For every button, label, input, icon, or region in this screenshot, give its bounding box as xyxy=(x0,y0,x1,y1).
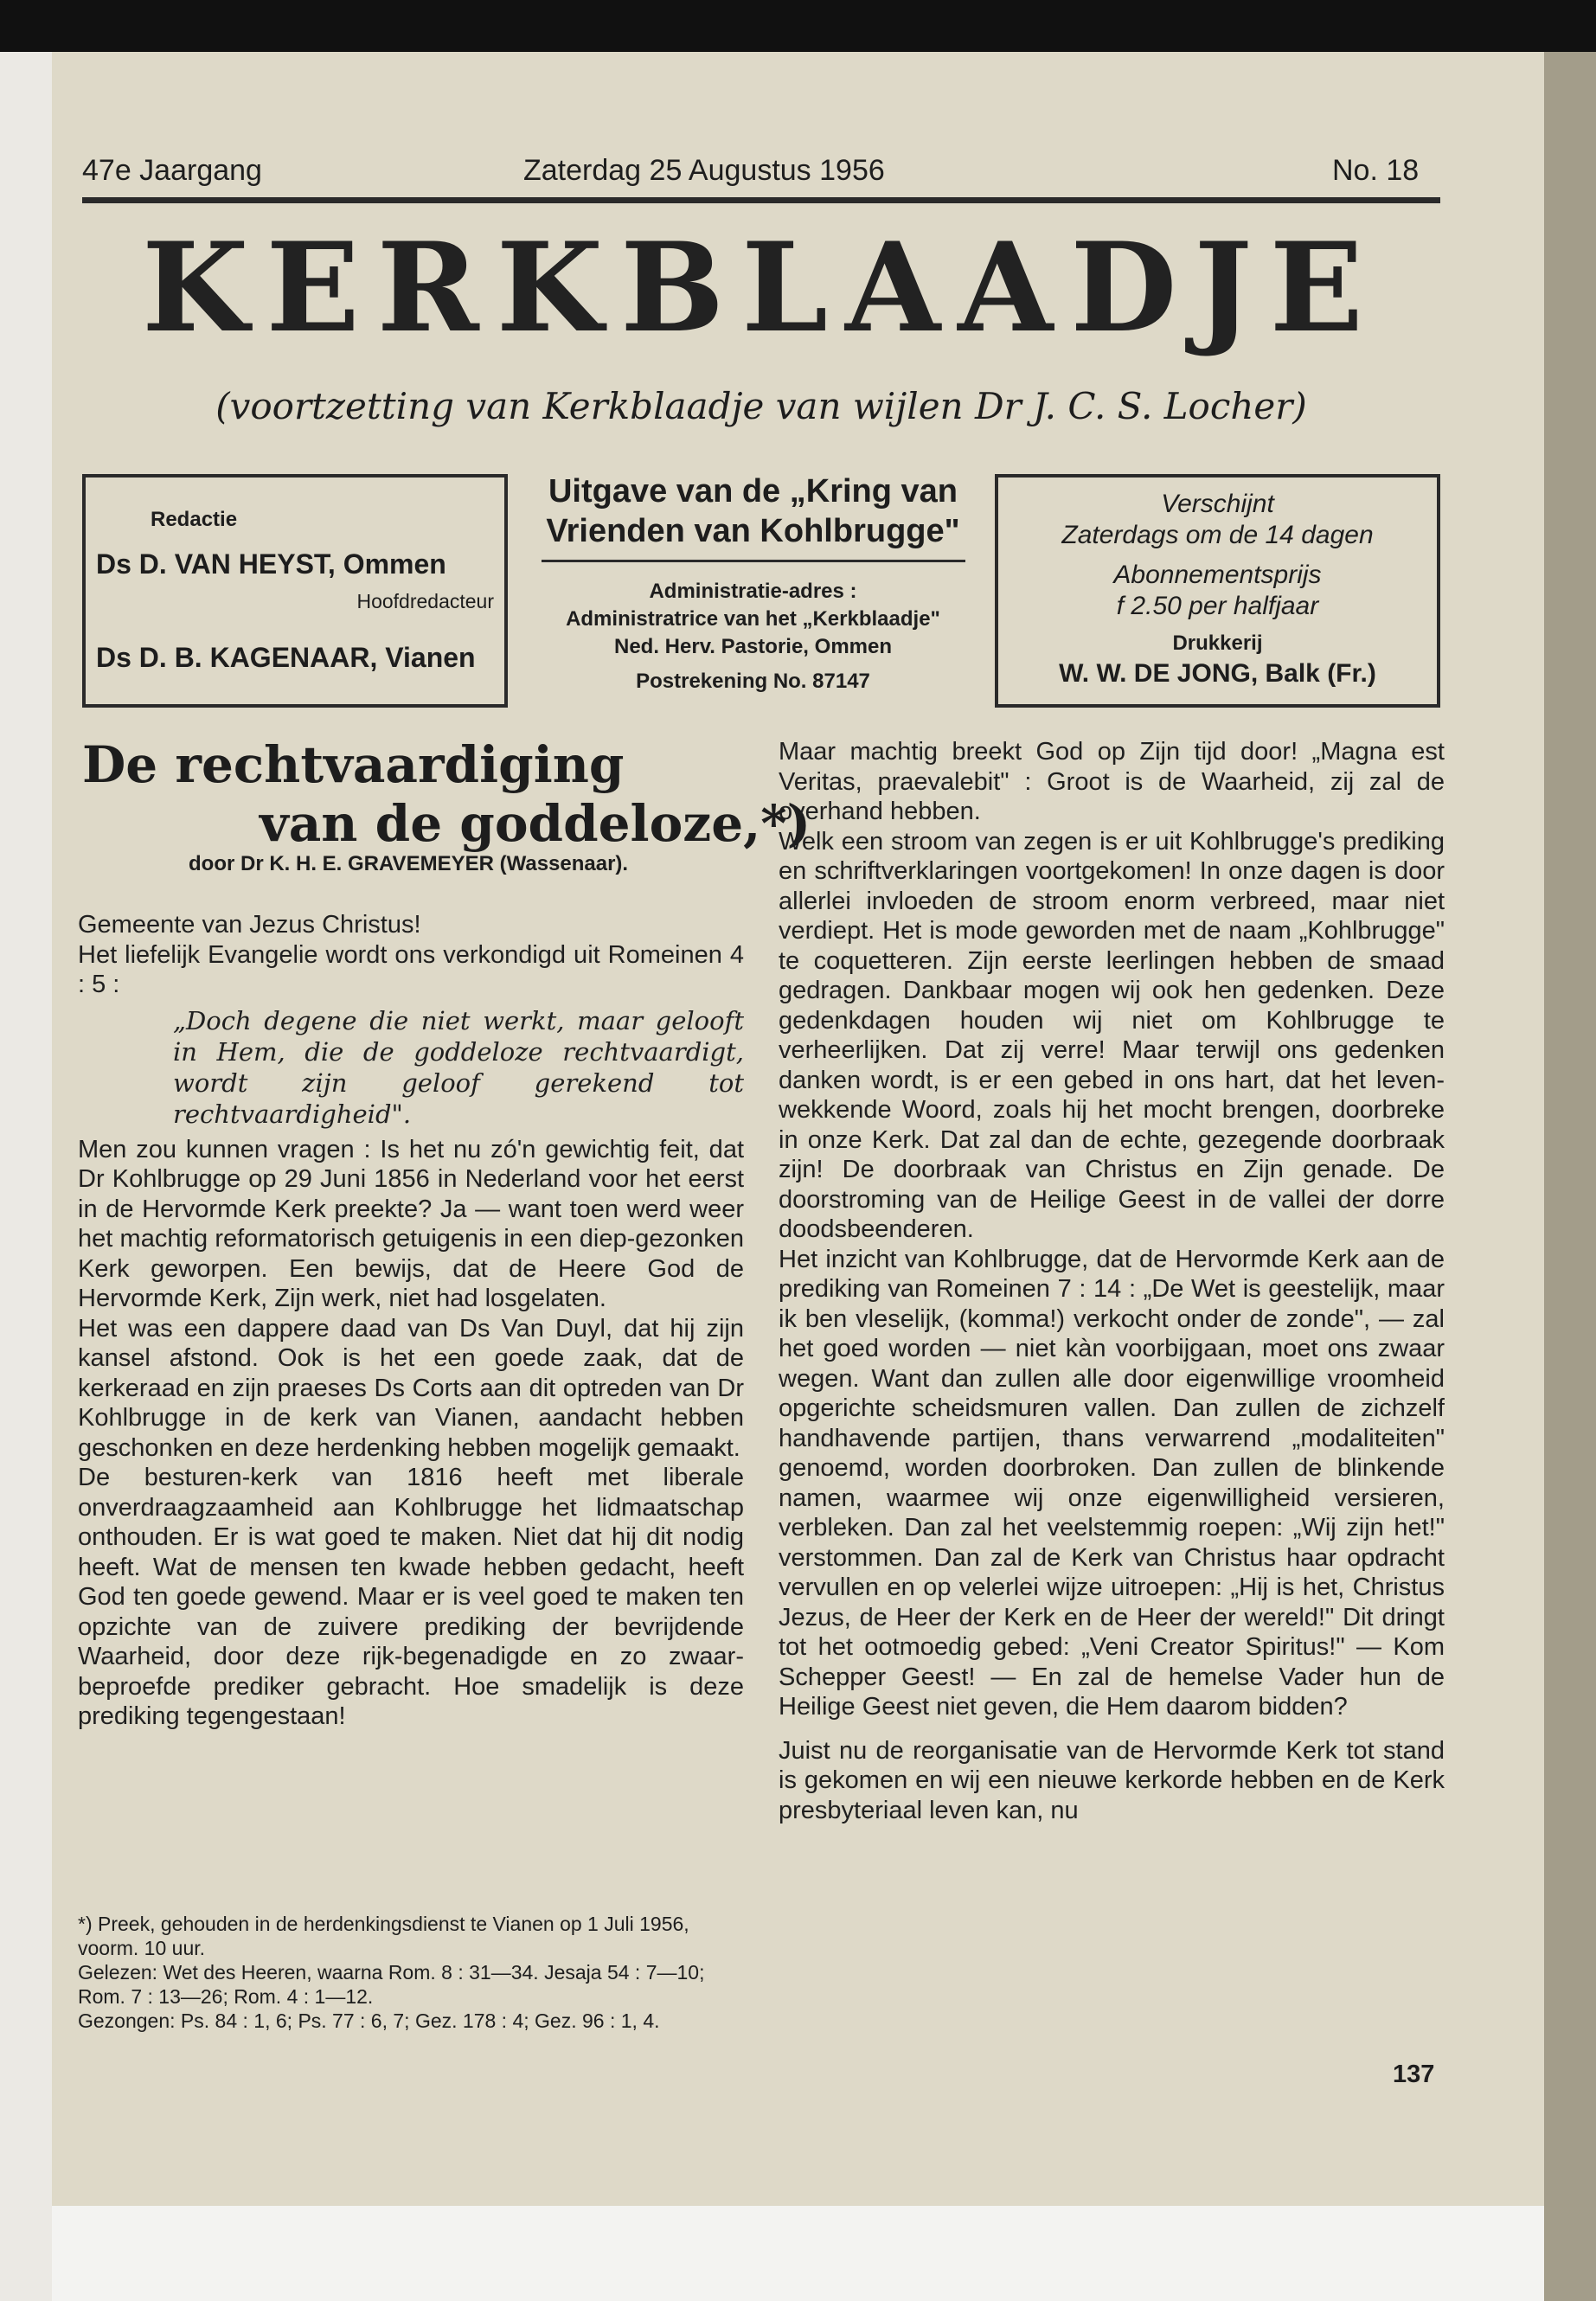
scan-bottom-margin xyxy=(52,2206,1544,2301)
article-title-line1: De rechtvaardiging xyxy=(82,735,625,794)
admin-line1: Administratrice van het „Kerkblaadje" xyxy=(566,607,940,631)
paragraph: De besturen-kerk van 1816 heeft met liberale onverdraagzaamheid aan Kohlbrugge het lidmaatschap onthouden. Er is wat goed te maken. Niet dat hij dit nodig heeft. Wat de mensen ten kwade hebben gedacht, heeft God ten goede gewend. Maar er is veel goed te maken ten opzichte van de zuivere prediking der bevrijdende Waarheid, door deze rijk-begenadigde en zo zwaar-beproefde prediker gebracht. Hoe smadelijk is deze prediking tegengestaan! xyxy=(78,1464,744,1730)
paragraph: Het inzicht van Kohlbrugge, dat de Hervormde Kerk aan de prediking van Romeinen 7 : 14 : „De Wet is geestelijk, maar ik ben vleselijk, (komma!) verkocht onder de zonde", — zal het goed worden — niet kàn voorbijgaan, moet ons zwaar wegen. Want dan zullen alle door eigenwillige vroomheid opgerichte scheidsmuren vallen. Dan zullen de zichzelf handhavende partijen, thans verwarrend „modaliteiten" genoemd, worden doorbroken. Dan zullen de blinkende namen, waarmee wij onze eigenwilligheid versieren, verbleken. Dan zal het veelstemmig roepen: „Wij zijn het!" verstommen. Dan zal de Kerk van Christus haar opdracht vervullen en op velerlei wijze uitroepen: „Hij is het, Christus Jezus, de Heer der Kerk en de Heer der wereld!" Dit dringt tot het ootmoedig gebed: „Veni Creator Spiritus!" — Kom Schepper Geest! — En zal de hemelse Vader hun de Heilige Geest niet geven, die Hem daarom bidden? xyxy=(779,1245,1445,1721)
editorial-box xyxy=(82,474,508,708)
price: f 2.50 per halfjaar xyxy=(1116,592,1319,620)
paragraph: Maar machtig breekt God op Zijn tijd door! „Magna est Veritas, praevalebit" : Groot is de Waarheid, zij zal de overhand hebben. xyxy=(779,738,1445,825)
volume-label: 47e Jaargang xyxy=(82,154,262,187)
paragraph: Het was een dappere daad van Ds Van Duyl, dat hij zijn kansel afstond. Ook is het een goede zaak, dat de kerkeraad en zijn praeses Ds Corts aan dit optreden van Dr Kohlbrugge in de kerk van Vianen, aandacht hebben geschonken en deze herdenking hebben mogelijk gemaakt. xyxy=(78,1314,744,1462)
paragraph: Het liefelijk Evangelie wordt ons verkondigd uit Romeinen 4 : 5 : xyxy=(78,940,744,998)
paragraph: Gemeente van Jezus Christus! xyxy=(78,911,421,939)
footnote-line: Gezongen: Ps. 84 : 1, 6; Ps. 77 : 6, 7; Gez. 178 : 4; Gez. 96 : 1, 4. xyxy=(78,2009,660,2032)
left-column xyxy=(78,910,744,1732)
schedule-title: Verschijnt xyxy=(1161,490,1274,518)
scripture-quote: „Doch degene die niet werkt, maar gelooft in Hem, die de goddeloze rechtvaardigt, wordt zijn geloof gerekend tot rechtvaardigheid". xyxy=(173,1005,744,1129)
publisher-block xyxy=(526,471,980,695)
header-rule xyxy=(82,197,1440,203)
schedule: Zaterdags om de 14 dagen xyxy=(1061,521,1374,549)
page-number: 137 xyxy=(1393,2061,1435,2088)
admin-label: Administratie-adres : xyxy=(649,580,857,603)
printer-name: W. W. DE JONG, Balk (Fr.) xyxy=(1059,659,1376,688)
paragraph: Welk een stroom van zegen is er uit Kohlbrugge's prediking en schriftverklaringen voortgekomen! In onze dagen is door allerlei invloeden de stroom enorm verbreed, maar niet verdiept. Het is mode geworden met de naam „Kohlbrugge" te coquetteren. Zijn eerste leerlingen hebben de smaad gedragen. Dankbaar mogen wij ook hen gedenken. Deze gedenkdagen houden wij niet om Kohlbrugge te verheerlijken. Dat zij verre! Maar terwijl ons gedenken danken wordt, is er een gebed in ons hart, dat het leven-wekkende Woord, zoals hij het mocht brengen, doorbreke in onze Kerk. Dat zal dan de echte, gezegende doorbraak zijn! De doorbraak van Christus en Zijn genade. De doorstroming van de Heilige Geest in de vallei der dorre doodsbeenderen. xyxy=(779,827,1445,1243)
info-box xyxy=(995,474,1440,708)
issue-number: No. 18 xyxy=(1332,154,1420,187)
paragraph: Juist nu de reorganisatie van de Hervormde Kerk tot stand is gekomen en wij een nieuwe kerkorde hebben en de Kerk presbyteriaal leven kan, nu xyxy=(779,1736,1445,1824)
scan-left-edge xyxy=(0,52,53,2301)
price-label: Abonnementsprijs xyxy=(1113,561,1322,589)
publisher-name: Uitgave van de „Kring van Vrienden van Kohlbrugge" xyxy=(546,473,960,549)
chief-editor: Ds D. VAN HEYST, Ommen xyxy=(96,548,446,580)
editorial-label: Redactie xyxy=(151,508,238,531)
co-editor: Ds D. B. KAGENAAR, Vianen xyxy=(96,642,476,673)
postal-account: Postrekening No. 87147 xyxy=(636,670,870,693)
paragraph: Men zou kunnen vragen : Is het nu zó'n gewichtig feit, dat Dr Kohlbrugge op 29 Juni 1856 in Nederland voor het eerst in de Hervormde Kerk preekte? Ja — want toen werd weer het machtig reformatorisch getuigenis in een diep-gezonken Kerk geworpen. Een bewijs, dat de Heere God de Hervormde Kerk, Zijn werk, niet had losgelaten. xyxy=(78,1135,744,1312)
masthead-subtitle: (voortzetting van Kerkblaadje van wijlen Dr J. C. S. Locher) xyxy=(215,385,1307,427)
publisher-rule xyxy=(542,560,965,562)
footnote xyxy=(78,1912,744,2033)
masthead-title: KERKBLAADJE xyxy=(142,216,1381,360)
scan-top-edge xyxy=(0,0,1596,52)
binding-spine xyxy=(1544,52,1596,2301)
footnote-line: *) Preek, gehouden in de herdenkingsdienst te Vianen op 1 Juli 1956, voorm. 10 uur. xyxy=(78,1913,689,1959)
right-column xyxy=(779,737,1445,1825)
article-byline: door Dr K. H. E. GRAVEMEYER (Wassenaar). xyxy=(189,852,629,875)
printer-label: Drukkerij xyxy=(1172,631,1263,655)
chief-editor-role: Hoofdredacteur xyxy=(356,590,494,612)
article-title-line2: van de goddeloze,*) xyxy=(260,794,811,853)
admin-line2: Ned. Herv. Pastorie, Ommen xyxy=(614,635,892,658)
footnote-line: Gelezen: Wet des Heeren, waarna Rom. 8 : 31—34. Jesaja 54 : 7—10; Rom. 7 : 13—26; Rom. 4 : 1—12. xyxy=(78,1961,705,2008)
issue-date: Zaterdag 25 Augustus 1956 xyxy=(523,154,885,187)
